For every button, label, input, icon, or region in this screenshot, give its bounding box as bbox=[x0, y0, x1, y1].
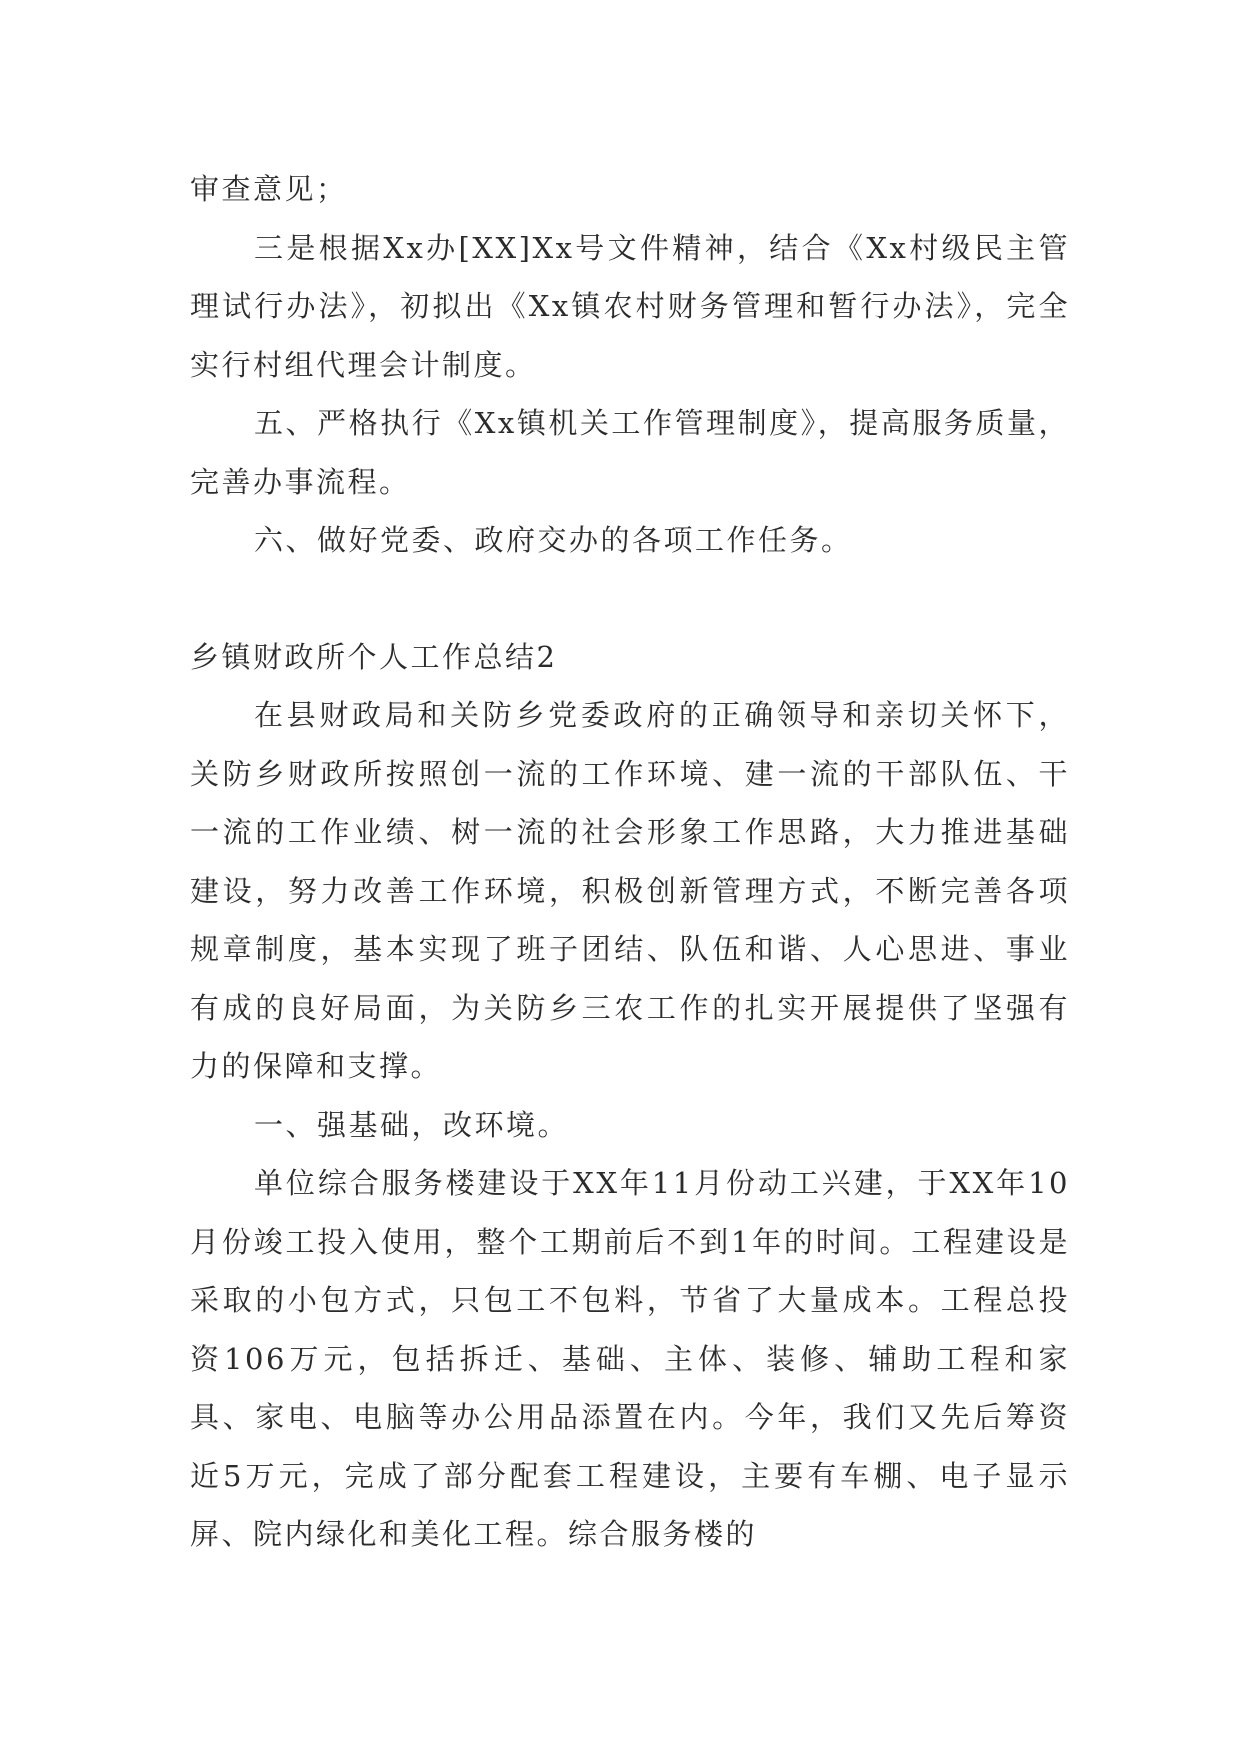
document-body bbox=[190, 160, 1070, 1564]
paragraph-point-six: 六、做好党委、政府交办的各项工作任务。 bbox=[254, 523, 853, 557]
paragraph-subheading-one: 一、强基础，改环境。 bbox=[254, 1107, 570, 1142]
paragraph-building-construction: 单位综合服务楼建设于XX年11月份动工兴建，于XX年10月份竣工投入使用，整个工期前后不到1年的时间。工程建设是采取的小包方式，只包工不包料，节省了大量成本。工程总投资106万元，包括拆迁、基础、主体、装修、辅助工程和家具、家电、电脑等办公用品添置在内。今年，我们又先后筹资近5万元，完成了部分配套工程建设，主要有车棚、电子显示屏、院内绿化和美化工程。综合服务楼的 bbox=[190, 1166, 1070, 1551]
paragraph-review-opinion: 审查意见； bbox=[190, 172, 348, 206]
paragraph-point-five: 五、严格执行《Xx镇机关工作管理制度》，提高服务质量，完善办事流程。 bbox=[190, 406, 1070, 499]
paragraph-intro: 在县财政局和关防乡党委政府的正确领导和亲切关怀下，关防乡财政所按照创一流的工作环境、建一流的干部队伍、干一流的工作业绩、树一流的社会形象工作思路，大力推进基础建设，努力改善工作环境，积极创新管理方式，不断完善各项规章制度，基本实现了班子团结、队伍和谐、人心思进、事业有成的良好局面，为关防乡三农工作的扎实开展提供了坚强有力的保障和支撑。 bbox=[190, 698, 1070, 1083]
section-title: 乡镇财政所个人工作总结2 bbox=[190, 639, 558, 674]
paragraph-point-three: 三是根据Xx办[XX]Xx号文件精神，结合《Xx村级民主管理试行办法》，初拟出《Xx镇农村财务管理和暂行办法》，完全实行村组代理会计制度。 bbox=[190, 230, 1070, 382]
